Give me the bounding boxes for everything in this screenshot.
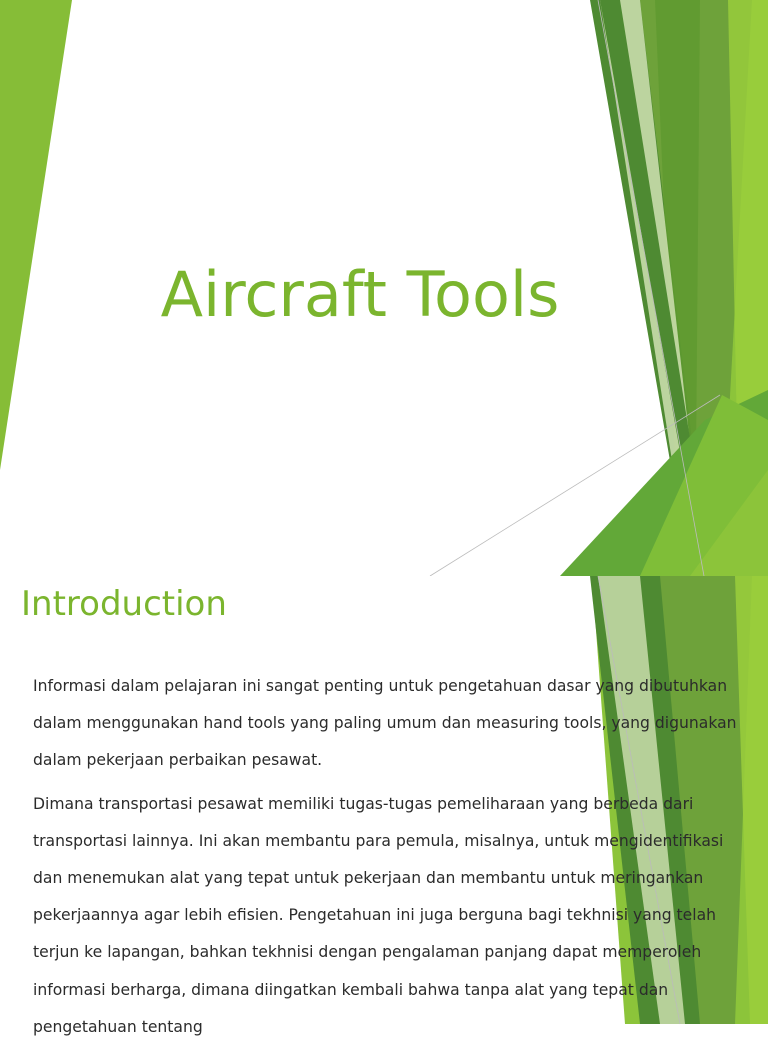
slide-heading: Introduction	[21, 584, 227, 624]
paragraph: Dimana transportasi pesawat memiliki tugas-tugas pemeliharaan yang berbeda dari transportasi lainnya. Ini akan membantu para pemula, misalnya, untuk mengidentifikasi dan menemukan alat yang tepat untuk pekerjaan dan membantu untuk meringankan pekerjaannya agar lebih efisien. Pengetahuan ini juga berguna bagi tekhnisi yang telah terjun ke lapangan, bahkan tekhnisi dengan pengalaman panjang dapat memperoleh informasi berharga, dimana diingatkan kembali bahwa tanpa alat yang tepat dan pengetahuan tentang	[33, 794, 724, 1036]
body-text	[33, 668, 745, 1052]
slide-title: Aircraft Tools	[160, 258, 560, 331]
content-slide	[0, 576, 768, 1036]
paragraph: Informasi dalam pelajaran ini sangat penting untuk pengetahuan dasar yang dibutuhkan dalam menggunakan hand tools yang paling umum dan measuring tools, yang digunakan dalam pekerjaan perbaikan pesawat.	[33, 677, 737, 770]
